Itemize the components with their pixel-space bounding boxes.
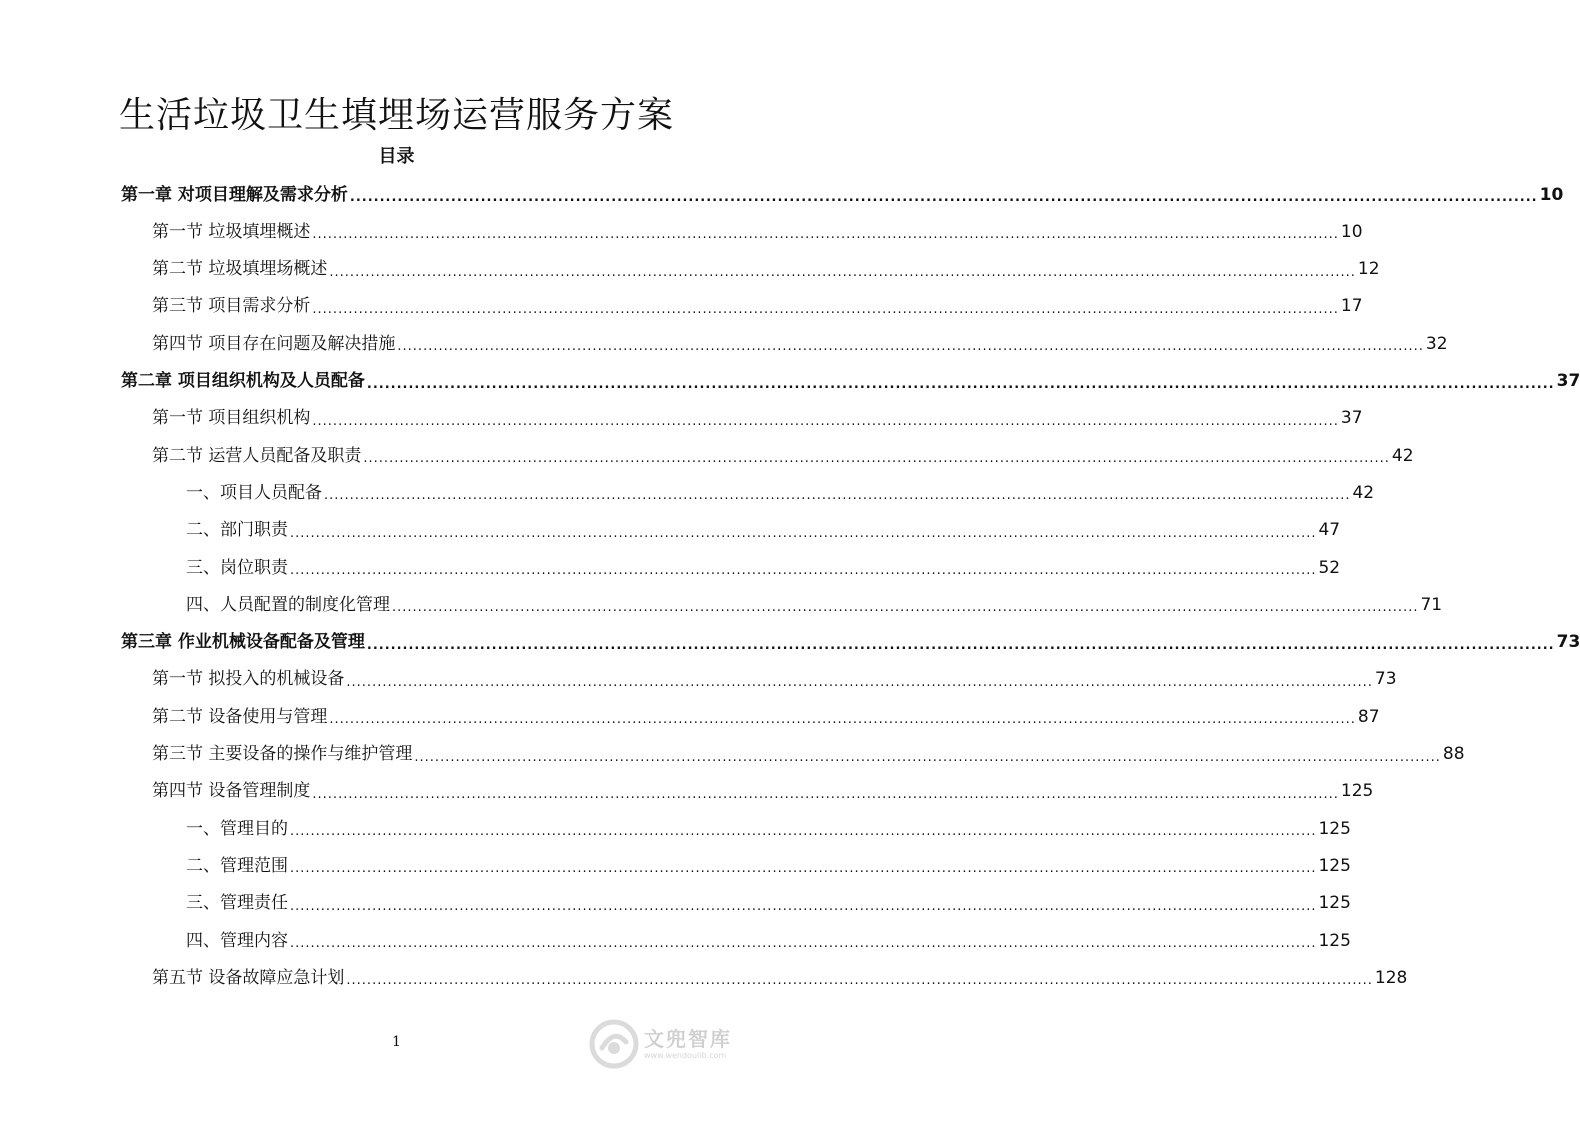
toc-entry-label: 第三节 项目需求分析 <box>152 296 311 317</box>
toc-dot-leader: ........................................................................................................................................................................................................ <box>290 563 1317 578</box>
toc-entry-page: 125 <box>1318 855 1351 876</box>
toc-entry-page: 37 <box>1340 408 1363 429</box>
toc-dot-leader: ........................................................................................................................................................................................................ <box>346 674 1373 690</box>
toc-dot-leader: ........................................................................................................................................................................................................ <box>392 600 1419 616</box>
toc-entry[interactable] <box>186 549 1341 586</box>
toc-entry[interactable] <box>152 959 1408 996</box>
watermark <box>588 1018 732 1070</box>
toc-dot-leader: ........................................................................................................................................................................................................ <box>290 525 1317 541</box>
toc-dot-leader: ........................................................................................................................................................................................................ <box>290 936 1317 951</box>
toc-entry-label: 第二章 项目组织机构及人员配备 <box>121 371 365 391</box>
toc-entry-page: 71 <box>1420 594 1443 615</box>
toc-dot-leader: ........................................................................................................................................................................................................ <box>324 488 1351 504</box>
toc-entry[interactable] <box>186 474 1375 511</box>
toc-dot-leader: ........................................................................................................................................................................................................ <box>397 339 1424 355</box>
toc-entry[interactable] <box>152 213 1363 250</box>
watermark-text <box>644 1027 732 1061</box>
toc-entry-label: 第三章 作业机械设备配备及管理 <box>121 632 365 653</box>
toc-dot-leader: ........................................................................................................................................................................................................ <box>329 712 1356 728</box>
toc-entry[interactable] <box>152 400 1363 437</box>
toc-entry-label: 四、管理内容 <box>186 930 288 951</box>
toc-dot-leader: ........................................................................................................................................................................................................ <box>414 749 1441 765</box>
toc-entry-label: 第四节 项目存在问题及解决措施 <box>152 333 396 354</box>
toc-entry-label: 三、岗位职责 <box>186 557 288 578</box>
toc-dot-leader: ........................................................................................................................................................................................................ <box>290 824 1317 840</box>
toc-entry[interactable] <box>186 512 1341 549</box>
toc-entry-label: 第四节 设备管理制度 <box>152 781 311 802</box>
toc-entry[interactable] <box>121 176 1564 213</box>
toc-entry-page: 125 <box>1318 893 1351 914</box>
toc-dot-leader: ........................................................................................................................................................................................................ <box>290 898 1317 914</box>
toc-entry-label: 一、项目人员配备 <box>186 482 322 503</box>
toc-entry-label: 第二节 设备使用与管理 <box>152 706 328 727</box>
toc-entry[interactable] <box>152 251 1380 288</box>
toc-entry-label: 第五节 设备故障应急计划 <box>152 967 345 988</box>
toc-entry-label: 第一章 对项目理解及需求分析 <box>121 184 348 205</box>
watermark-url: www.wendoulib.com <box>644 1051 727 1060</box>
toc-dot-leader: ........................................................................................................................................................................................................ <box>366 376 1555 392</box>
toc-entry[interactable] <box>186 922 1351 959</box>
toc-heading: 目录 <box>378 146 415 167</box>
toc-entry-page: 125 <box>1318 930 1351 951</box>
toc-entry[interactable] <box>186 810 1351 847</box>
toc-dot-leader: ........................................................................................................................................................................................................ <box>312 413 1339 429</box>
toc-entry[interactable] <box>121 624 1580 661</box>
toc-dot-leader: ........................................................................................................................................................................................................ <box>312 227 1339 243</box>
toc-entry-label: 二、管理范围 <box>186 855 288 876</box>
toc-entry-label: 三、管理责任 <box>186 893 288 914</box>
toc-entry[interactable] <box>121 363 1580 400</box>
toc-entry[interactable] <box>186 586 1443 623</box>
toc-dot-leader: ........................................................................................................................................................................................................ <box>312 786 1339 802</box>
toc-entry-page: 128 <box>1374 967 1408 988</box>
toc-entry-page: 42 <box>1352 482 1375 503</box>
toc-entry-page: 10 <box>1539 184 1564 205</box>
toc-entry-page: 42 <box>1391 445 1414 466</box>
toc-entry[interactable] <box>152 773 1374 810</box>
toc-dot-leader: ........................................................................................................................................................................................................ <box>349 190 1538 205</box>
toc-dot-leader: ........................................................................................................................................................................................................ <box>346 973 1373 989</box>
toc-entry-page: 12 <box>1357 259 1380 280</box>
toc-dot-leader: ........................................................................................................................................................................................................ <box>366 637 1555 653</box>
toc-entry-label: 第二节 垃圾填埋场概述 <box>152 259 328 280</box>
wendou-logo-icon <box>588 1018 640 1070</box>
toc-entry[interactable] <box>152 288 1363 325</box>
toc-entry-label: 第二节 运营人员配备及职责 <box>152 445 362 466</box>
watermark-name: 文兜智库 <box>644 1027 732 1051</box>
page-number: 1 <box>392 1034 401 1050</box>
toc-entry[interactable] <box>152 736 1465 773</box>
toc-entry-page: 47 <box>1318 520 1341 541</box>
toc-entry-label: 二、部门职责 <box>186 520 288 541</box>
toc-entry-label: 第一节 垃圾填埋概述 <box>152 221 311 242</box>
toc-entry-label: 第一节 拟投入的机械设备 <box>152 669 345 690</box>
toc-entry-page: 52 <box>1318 557 1341 578</box>
toc-entry-label: 一、管理目的 <box>186 818 288 839</box>
toc-dot-leader: ........................................................................................................................................................................................................ <box>312 301 1339 317</box>
toc-dot-leader: ........................................................................................................................................................................................................ <box>363 451 1390 467</box>
toc-entry-page: 73 <box>1374 669 1397 690</box>
toc-dot-leader: ........................................................................................................................................................................................................ <box>290 861 1317 877</box>
toc-entry[interactable] <box>186 885 1351 922</box>
toc-entry[interactable] <box>186 847 1351 884</box>
toc-entry-page: 10 <box>1340 221 1363 242</box>
toc-entry-page: 32 <box>1425 333 1448 354</box>
document-title: 生活垃圾卫生填埋场运营服务方案 <box>118 95 674 136</box>
toc-entry-page: 87 <box>1357 706 1380 727</box>
toc-entry[interactable] <box>152 698 1380 735</box>
toc-entry[interactable] <box>152 437 1414 474</box>
toc-entry[interactable] <box>152 325 1448 362</box>
toc-entry-page: 73 <box>1556 632 1580 653</box>
toc-entry-label: 第一节 项目组织机构 <box>152 408 311 429</box>
toc-entry-page: 88 <box>1442 744 1465 764</box>
toc-entry-label: 四、人员配置的制度化管理 <box>186 594 390 615</box>
toc-entry-page: 17 <box>1340 296 1363 317</box>
toc-entry-label: 第三节 主要设备的操作与维护管理 <box>152 744 413 764</box>
toc-entry[interactable] <box>152 661 1397 698</box>
toc-entry-page: 37 <box>1556 371 1580 391</box>
toc-entry-page: 125 <box>1318 818 1351 839</box>
toc-entry-page: 125 <box>1340 781 1374 802</box>
toc-dot-leader: ........................................................................................................................................................................................................ <box>329 264 1356 280</box>
